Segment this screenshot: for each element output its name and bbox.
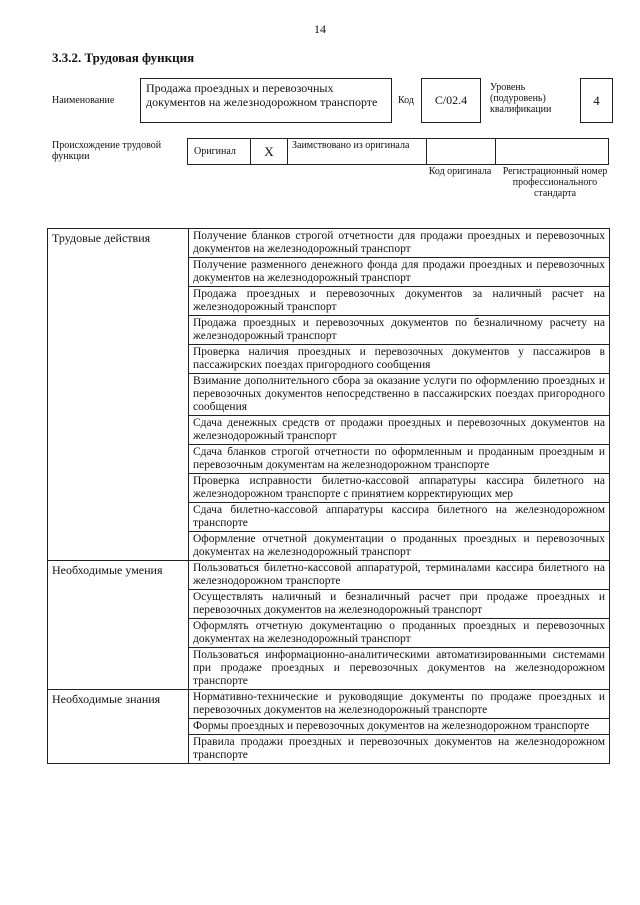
origin-label: Происхождение трудовой функции — [52, 140, 162, 162]
table-cell: Продажа проездных и перевозочных документов за наличный расчет на железнодорожный транспорт — [189, 287, 610, 316]
borrowed-cell: Заимствовано из оригинала — [287, 138, 427, 165]
table-row — [48, 561, 610, 590]
page-number: 14 — [314, 22, 326, 36]
table-cell: Правила продажи проездных и перевозочных документов на железнодорожном транспорте — [189, 735, 610, 764]
section-category: Трудовые действия — [48, 229, 189, 561]
table-cell: Сдача бланков строгой отчетности по оформленным и проданным проездным и перевозочным документам на железнодорожном транспорте — [189, 445, 610, 474]
original-mark: X — [250, 138, 288, 165]
section-category: Необходимые умения — [48, 561, 189, 690]
labor-function-table — [47, 228, 610, 764]
level-label: Уровень (подуровень) квалификации — [490, 82, 552, 115]
code-original-caption: Код оригинала — [428, 166, 492, 177]
table-cell: Пользоваться информационно-аналитическими автоматизированными системами при продаже проездных и перевозочных документов на железнодорожном транспорте — [189, 648, 610, 690]
table-cell: Сдача денежных средств от продажи проездных и перевозочных документов на железнодорожный транспорт — [189, 416, 610, 445]
function-name-box: Продажа проездных и перевозочных документов на железнодорожном транспорте — [140, 78, 392, 123]
table-cell: Оформлять отчетную документацию о проданных проездных и перевозочных документах на железнодорожный транспорт — [189, 619, 610, 648]
level-value-box: 4 — [580, 78, 613, 123]
table-cell: Проверка исправности билетно-кассовой аппаратуры кассира билетного на железнодорожном транспорте с принятием корректирующих мер — [189, 474, 610, 503]
origin-row — [188, 138, 609, 165]
section-title: 3.3.2. Трудовая функция — [52, 50, 195, 65]
table-row — [48, 690, 610, 719]
table-row — [48, 229, 610, 258]
table-cell: Сдача билетно-кассовой аппаратуры кассира билетного на железнодорожном транспорте — [189, 503, 610, 532]
table-cell: Нормативно-технические и руководящие документы по продаже проездных и перевозочных документов на железнодорожный транспорте — [189, 690, 610, 719]
table-cell: Проверка наличия проездных и перевозочных документов у пассажиров в пассажирских поездах пригородного сообщения — [189, 345, 610, 374]
table-cell: Формы проездных и перевозочных документов на железнодорожном транспорте — [189, 719, 610, 735]
table-cell: Взимание дополнительного сбора за оказание услуги по оформлению проездных и перевозочных документов непосредственно в пассажирских поездах пригородного сообщения — [189, 374, 610, 416]
code-label: Код — [398, 95, 414, 106]
code-value-box: С/02.4 — [421, 78, 481, 123]
section-category: Необходимые знания — [48, 690, 189, 764]
table-cell: Осуществлять наличный и безналичный расчет при продаже проездных и перевозочных документов на железнодорожный транспорт — [189, 590, 610, 619]
reg-number-caption: Регистрационный номер профессионального стандарта — [502, 166, 608, 199]
table-cell: Получение разменного денежного фонда для продажи проездных и перевозочных документов на железнодорожный транспорт — [189, 258, 610, 287]
table-cell: Оформление отчетной документации о проданных проездных и перевозочных документах на железнодорожный транспорт — [189, 532, 610, 561]
table-cell: Получение бланков строгой отчетности для продажи проездных и перевозочных документов на железнодорожный транспорт — [189, 229, 610, 258]
reg-number-cell — [495, 138, 609, 165]
table-cell: Продажа проездных и перевозочных документов по безналичному расчету на железнодорожный транспорт — [189, 316, 610, 345]
table-cell: Пользоваться билетно-кассовой аппаратурой, терминалами кассира билетного на железнодорожном транспорте — [189, 561, 610, 590]
code-original-cell — [426, 138, 496, 165]
original-cell: Оригинал — [187, 138, 251, 165]
name-label: Наименование — [52, 95, 115, 106]
